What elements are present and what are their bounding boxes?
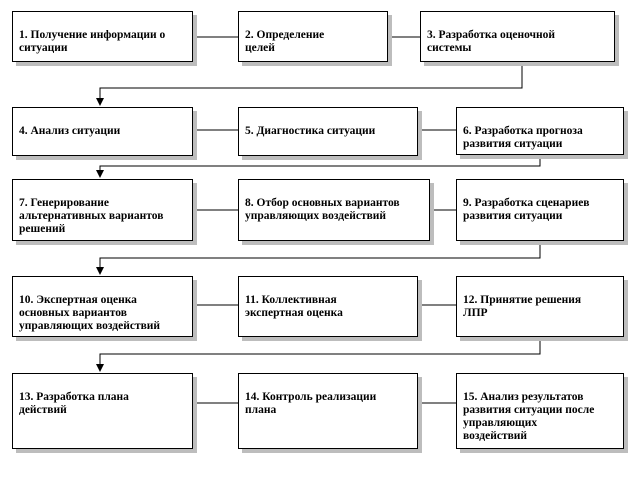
step-6-label: 6. Разработка прогноза развития ситуации xyxy=(463,125,583,150)
step-4-label: 4. Анализ ситуации xyxy=(19,125,121,137)
step-11-label: 11. Коллективная экспертная оценка xyxy=(245,294,343,319)
step-14-label: 14. Контроль реализации плана xyxy=(245,391,377,416)
step-3-label: 3. Разработка оценочной системы xyxy=(427,29,556,54)
step-3-box xyxy=(420,11,615,62)
step-15-label: 15. Анализ результатов развития ситуации после управляющих воздействий xyxy=(463,391,595,442)
step-9-box xyxy=(456,179,624,241)
step-13-box xyxy=(12,373,193,449)
step-13-label: 13. Разработка плана действий xyxy=(19,391,129,416)
step-14-box xyxy=(238,373,418,449)
step-12-box xyxy=(456,276,624,337)
step-7-box xyxy=(12,179,193,241)
step-5-label: 5. Диагностика ситуации xyxy=(245,125,376,137)
connector-3-4 xyxy=(100,62,522,104)
step-11-box xyxy=(238,276,418,337)
step-2-box xyxy=(238,11,388,62)
step-10-box xyxy=(12,276,193,337)
step-5-box xyxy=(238,107,418,156)
step-1-box xyxy=(12,11,193,62)
step-9-label: 9. Разработка сценариев развития ситуации xyxy=(463,197,590,222)
step-4-box xyxy=(12,107,193,156)
step-1-label: 1. Получение информации о ситуации xyxy=(19,29,166,54)
step-15-box xyxy=(456,373,624,449)
step-7-label: 7. Генерирование альтернативных вариантов решений xyxy=(19,197,164,235)
step-2-label: 2. Определение целей xyxy=(245,29,325,54)
step-8-box xyxy=(238,179,430,241)
step-10-label: 10. Экспертная оценка основных вариантов управляющих воздействий xyxy=(19,294,161,332)
step-6-box xyxy=(456,107,624,155)
step-8-label: 8. Отбор основных вариантов управляющих воздействий xyxy=(245,197,400,222)
step-12-label: 12. Принятие решения ЛПР xyxy=(463,294,582,319)
